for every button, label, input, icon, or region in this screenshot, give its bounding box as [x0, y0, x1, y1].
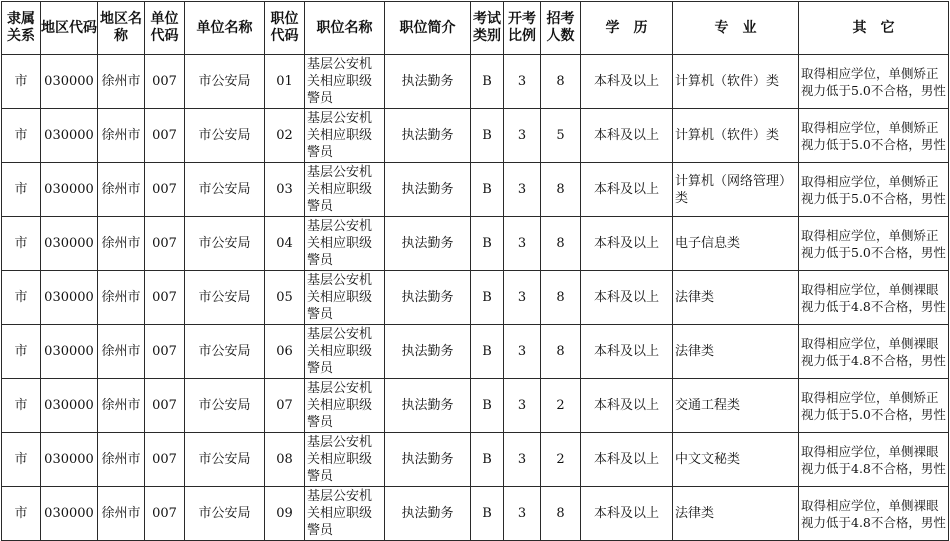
cell-unit-code: 007 — [145, 325, 185, 379]
cell-exam-category: B — [471, 433, 504, 487]
table-header — [2, 2, 949, 55]
cell-position-code: 02 — [265, 109, 305, 163]
cell-unit-code: 007 — [145, 109, 185, 163]
header-row — [2, 2, 949, 55]
table-row — [2, 379, 949, 433]
cell-education: 本科及以上 — [581, 433, 673, 487]
cell-position-code: 09 — [265, 487, 305, 541]
header-major: 专 业 — [673, 2, 799, 55]
cell-position-intro: 执法勤务 — [385, 163, 471, 217]
cell-affiliation: 市 — [2, 379, 41, 433]
cell-region-code: 030000 — [41, 217, 98, 271]
cell-major: 交通工程类 — [673, 379, 799, 433]
cell-position-code: 08 — [265, 433, 305, 487]
header-exam-category: 考试类别 — [471, 2, 504, 55]
cell-region-code: 030000 — [41, 487, 98, 541]
cell-position-name: 基层公安机关相应职级警员 — [305, 433, 385, 487]
cell-ratio: 3 — [504, 433, 541, 487]
cell-unit-code: 007 — [145, 163, 185, 217]
header-unit-code: 单位代码 — [145, 2, 185, 55]
cell-position-name: 基层公安机关相应职级警员 — [305, 109, 385, 163]
cell-unit-code: 007 — [145, 433, 185, 487]
cell-unit-code: 007 — [145, 487, 185, 541]
cell-headcount: 8 — [541, 55, 581, 109]
cell-education: 本科及以上 — [581, 217, 673, 271]
cell-affiliation: 市 — [2, 325, 41, 379]
table-row — [2, 217, 949, 271]
cell-position-intro: 执法勤务 — [385, 217, 471, 271]
cell-ratio: 3 — [504, 55, 541, 109]
cell-unit-name: 市公安局 — [185, 163, 265, 217]
header-region-code: 地区代码 — [41, 2, 98, 55]
header-headcount: 招考人数 — [541, 2, 581, 55]
cell-headcount: 8 — [541, 163, 581, 217]
cell-region-name: 徐州市 — [98, 55, 145, 109]
cell-education: 本科及以上 — [581, 271, 673, 325]
cell-exam-category: B — [471, 325, 504, 379]
cell-other: 取得相应学位，单侧矫正视力低于5.0不合格，男性 — [799, 217, 949, 271]
cell-exam-category: B — [471, 487, 504, 541]
cell-affiliation: 市 — [2, 433, 41, 487]
header-other: 其 它 — [799, 2, 949, 55]
cell-position-name: 基层公安机关相应职级警员 — [305, 163, 385, 217]
cell-headcount: 8 — [541, 487, 581, 541]
cell-position-code: 07 — [265, 379, 305, 433]
cell-ratio: 3 — [504, 487, 541, 541]
cell-unit-code: 007 — [145, 379, 185, 433]
table-row — [2, 163, 949, 217]
table-body — [2, 55, 949, 541]
cell-region-code: 030000 — [41, 55, 98, 109]
cell-position-name: 基层公安机关相应职级警员 — [305, 325, 385, 379]
cell-other: 取得相应学位，单侧矫正视力低于5.0不合格，男性 — [799, 109, 949, 163]
cell-other: 取得相应学位，单侧裸眼视力低于4.8不合格，男性 — [799, 325, 949, 379]
cell-major: 计算机（网络管理）类 — [673, 163, 799, 217]
cell-exam-category: B — [471, 271, 504, 325]
cell-unit-code: 007 — [145, 217, 185, 271]
cell-position-code: 06 — [265, 325, 305, 379]
cell-headcount: 2 — [541, 433, 581, 487]
cell-major: 法律类 — [673, 325, 799, 379]
cell-affiliation: 市 — [2, 109, 41, 163]
header-position-intro: 职位简介 — [385, 2, 471, 55]
cell-education: 本科及以上 — [581, 109, 673, 163]
cell-headcount: 8 — [541, 271, 581, 325]
cell-exam-category: B — [471, 163, 504, 217]
cell-position-name: 基层公安机关相应职级警员 — [305, 271, 385, 325]
cell-region-code: 030000 — [41, 433, 98, 487]
cell-major: 计算机（软件）类 — [673, 109, 799, 163]
cell-other: 取得相应学位，单侧裸眼视力低于4.8不合格，男性 — [799, 271, 949, 325]
cell-ratio: 3 — [504, 217, 541, 271]
cell-unit-name: 市公安局 — [185, 55, 265, 109]
cell-affiliation: 市 — [2, 55, 41, 109]
cell-region-name: 徐州市 — [98, 271, 145, 325]
cell-other: 取得相应学位，单侧裸眼视力低于4.8不合格，男性 — [799, 487, 949, 541]
cell-exam-category: B — [471, 55, 504, 109]
header-position-name: 职位名称 — [305, 2, 385, 55]
cell-region-name: 徐州市 — [98, 487, 145, 541]
cell-region-code: 030000 — [41, 379, 98, 433]
cell-education: 本科及以上 — [581, 55, 673, 109]
cell-unit-name: 市公安局 — [185, 379, 265, 433]
cell-unit-name: 市公安局 — [185, 217, 265, 271]
cell-region-name: 徐州市 — [98, 379, 145, 433]
cell-position-intro: 执法勤务 — [385, 433, 471, 487]
header-region-name: 地区名称 — [98, 2, 145, 55]
header-position-code: 职位代码 — [265, 2, 305, 55]
cell-other: 取得相应学位，单侧矫正视力低于5.0不合格，男性 — [799, 163, 949, 217]
cell-position-intro: 执法勤务 — [385, 271, 471, 325]
table-row — [2, 109, 949, 163]
cell-unit-name: 市公安局 — [185, 487, 265, 541]
cell-major: 电子信息类 — [673, 217, 799, 271]
cell-education: 本科及以上 — [581, 325, 673, 379]
cell-position-code: 04 — [265, 217, 305, 271]
cell-unit-code: 007 — [145, 271, 185, 325]
cell-region-code: 030000 — [41, 325, 98, 379]
cell-region-name: 徐州市 — [98, 325, 145, 379]
cell-position-intro: 执法勤务 — [385, 487, 471, 541]
cell-unit-name: 市公安局 — [185, 325, 265, 379]
header-unit-name: 单位名称 — [185, 2, 265, 55]
cell-ratio: 3 — [504, 163, 541, 217]
cell-position-name: 基层公安机关相应职级警员 — [305, 55, 385, 109]
cell-exam-category: B — [471, 109, 504, 163]
cell-position-code: 01 — [265, 55, 305, 109]
cell-ratio: 3 — [504, 379, 541, 433]
table-row — [2, 325, 949, 379]
cell-region-name: 徐州市 — [98, 109, 145, 163]
cell-position-name: 基层公安机关相应职级警员 — [305, 379, 385, 433]
cell-unit-name: 市公安局 — [185, 433, 265, 487]
cell-headcount: 8 — [541, 217, 581, 271]
cell-affiliation: 市 — [2, 217, 41, 271]
cell-region-name: 徐州市 — [98, 433, 145, 487]
cell-exam-category: B — [471, 379, 504, 433]
header-education: 学 历 — [581, 2, 673, 55]
cell-region-code: 030000 — [41, 109, 98, 163]
cell-ratio: 3 — [504, 325, 541, 379]
cell-region-code: 030000 — [41, 163, 98, 217]
cell-major: 法律类 — [673, 271, 799, 325]
cell-unit-name: 市公安局 — [185, 271, 265, 325]
cell-ratio: 3 — [504, 271, 541, 325]
cell-position-intro: 执法勤务 — [385, 55, 471, 109]
cell-affiliation: 市 — [2, 163, 41, 217]
cell-education: 本科及以上 — [581, 163, 673, 217]
cell-position-intro: 执法勤务 — [385, 325, 471, 379]
cell-position-intro: 执法勤务 — [385, 379, 471, 433]
cell-affiliation: 市 — [2, 487, 41, 541]
cell-major: 法律类 — [673, 487, 799, 541]
cell-major: 计算机（软件）类 — [673, 55, 799, 109]
cell-position-name: 基层公安机关相应职级警员 — [305, 487, 385, 541]
cell-region-name: 徐州市 — [98, 217, 145, 271]
cell-ratio: 3 — [504, 109, 541, 163]
cell-region-name: 徐州市 — [98, 163, 145, 217]
cell-unit-name: 市公安局 — [185, 109, 265, 163]
table-row — [2, 433, 949, 487]
cell-affiliation: 市 — [2, 271, 41, 325]
recruitment-table — [1, 1, 949, 541]
table-row — [2, 55, 949, 109]
cell-position-code: 05 — [265, 271, 305, 325]
cell-headcount: 2 — [541, 379, 581, 433]
header-affiliation: 隶属关系 — [2, 2, 41, 55]
cell-exam-category: B — [471, 217, 504, 271]
cell-other: 取得相应学位，单侧矫正视力低于5.0不合格，男性 — [799, 379, 949, 433]
cell-position-intro: 执法勤务 — [385, 109, 471, 163]
table-row — [2, 487, 949, 541]
cell-headcount: 8 — [541, 325, 581, 379]
cell-position-code: 03 — [265, 163, 305, 217]
cell-education: 本科及以上 — [581, 487, 673, 541]
cell-position-name: 基层公安机关相应职级警员 — [305, 217, 385, 271]
cell-other: 取得相应学位，单侧矫正视力低于5.0不合格，男性 — [799, 55, 949, 109]
table-row — [2, 271, 949, 325]
cell-region-code: 030000 — [41, 271, 98, 325]
cell-education: 本科及以上 — [581, 379, 673, 433]
header-ratio: 开考比例 — [504, 2, 541, 55]
cell-major: 中文文秘类 — [673, 433, 799, 487]
cell-headcount: 5 — [541, 109, 581, 163]
cell-unit-code: 007 — [145, 55, 185, 109]
cell-other: 取得相应学位，单侧裸眼视力低于4.8不合格，男性 — [799, 433, 949, 487]
